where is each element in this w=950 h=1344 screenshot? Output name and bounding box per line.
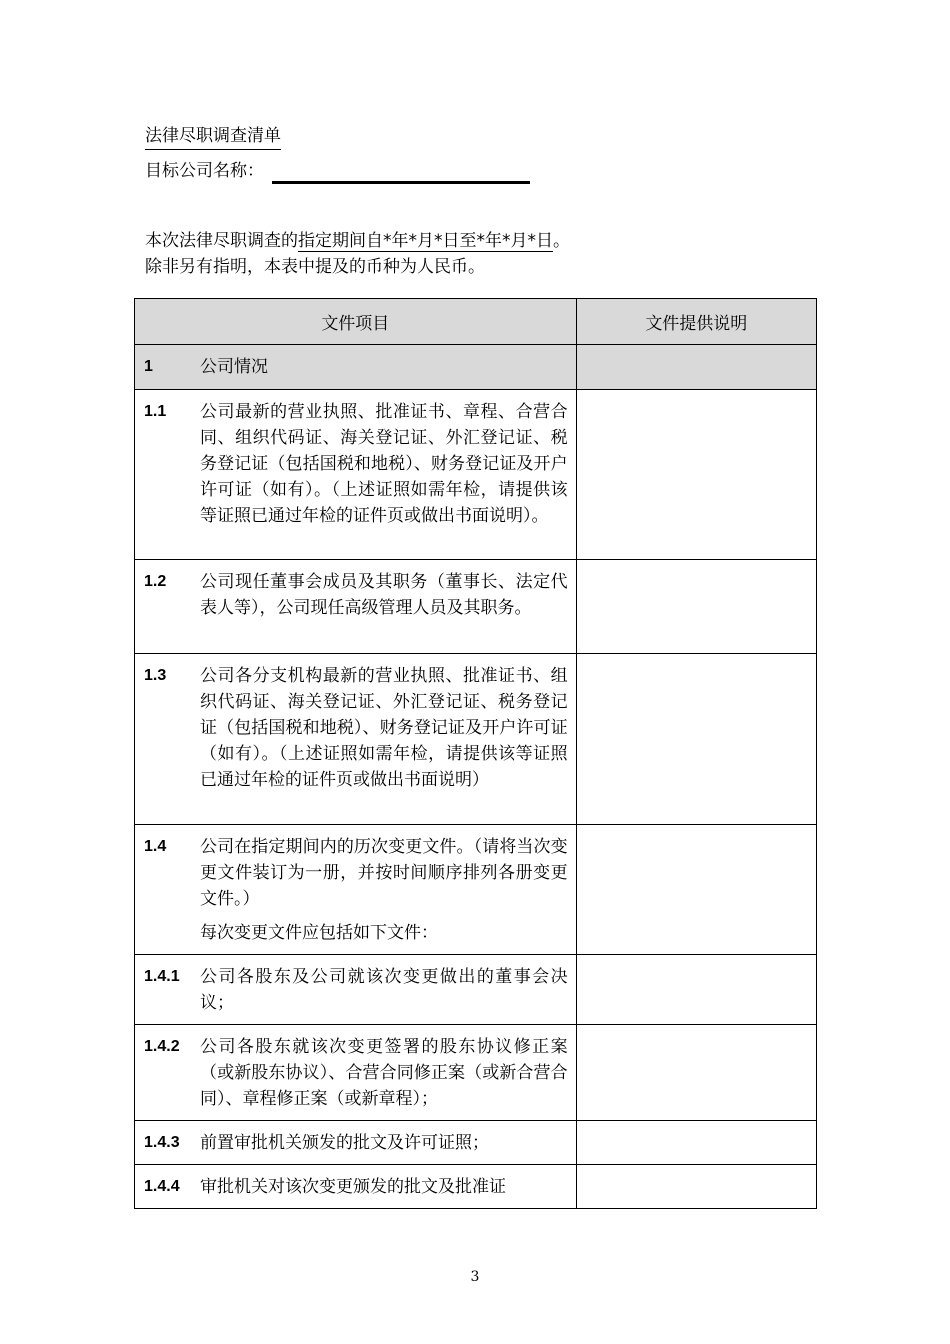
section-title: 公司情况	[200, 357, 268, 377]
item-text: 公司最新的营业执照、批准证书、章程、合营合同、组织代码证、海关登记证、外汇登记证、税务登记证（包括国税和地税）、财务登记证及开户许可证（如有）。（上述证照如需年检，请提供该等证照已通过年检的证件页或做出书面说明）。	[200, 402, 568, 526]
notes-cell	[576, 1025, 816, 1121]
item-text: 公司各股东及公司就该次变更做出的董事会决议；	[200, 967, 568, 1013]
section-row	[135, 345, 817, 390]
company-name-label: 目标公司名称：	[145, 161, 264, 181]
period-prefix: 本次法律尽职调查的	[145, 231, 298, 251]
notes-cell	[576, 825, 816, 955]
item-text: 公司各分支机构最新的营业执照、批准证书、组织代码证、海关登记证、外汇登记证、税务登记证（包括国税和地税）、财务登记证及开户许可证（如有）。（上述证照如需年检，请提供该等证照已通过年检的证件页或做出书面说明）	[200, 666, 568, 790]
page-number: 3	[470, 1269, 480, 1285]
notes-cell	[576, 654, 816, 825]
table-row	[135, 654, 817, 825]
notes-cell	[576, 1165, 816, 1209]
period-suffix: 。	[553, 231, 570, 251]
item-text: 公司各股东就该次变更签署的股东协议修正案（或新股东协议）、合营合同修正案（或新合营合同）、章程修正案（或新章程）；	[200, 1037, 568, 1109]
section-number: 1	[144, 358, 153, 375]
item-text: 公司在指定期间内的历次变更文件。（请将当次变更文件装订为一册，并按时间顺序排列各册变更文件。）	[200, 837, 568, 909]
notes-cell	[576, 560, 816, 654]
item-text: 前置审批机关颁发的批文及许可证照；	[200, 1133, 489, 1153]
item-number: 1.4.2	[144, 1038, 180, 1055]
item-number: 1.1	[144, 403, 167, 420]
period-statement	[145, 228, 570, 254]
item-number: 1.4	[144, 838, 167, 855]
table-row	[135, 1165, 817, 1209]
item-number: 1.4.4	[144, 1178, 180, 1195]
company-name-blank-line	[272, 161, 530, 184]
notes-cell	[576, 390, 816, 560]
header-file-items: 文件项目	[135, 299, 577, 345]
company-name-field	[145, 158, 530, 184]
item-subtext: 每次变更文件应包括如下文件：	[200, 923, 438, 943]
table-row	[135, 390, 817, 560]
due-diligence-table	[134, 298, 817, 1209]
header-file-notes: 文件提供说明	[576, 299, 816, 345]
document-title: 法律尽职调查清单	[145, 123, 281, 150]
notes-cell	[576, 1121, 816, 1165]
item-number: 1.4.1	[144, 968, 180, 985]
currency-note: 除非另有指明，本表中提及的币种为人民币。	[145, 257, 485, 277]
period-dates: 指定期间自*年*月*日至*年*月*日	[298, 231, 553, 251]
table-header-row	[135, 299, 817, 345]
section-notes-cell	[576, 345, 816, 390]
notes-cell	[576, 955, 816, 1025]
table-row	[135, 955, 817, 1025]
table-row	[135, 560, 817, 654]
item-number: 1.4.3	[144, 1134, 180, 1151]
item-text: 审批机关对该次变更颁发的批文及批准证	[200, 1177, 506, 1197]
item-text: 公司现任董事会成员及其职务（董事长、法定代表人等），公司现任高级管理人员及其职务。	[200, 572, 568, 618]
item-number: 1.2	[144, 573, 167, 590]
item-number: 1.3	[144, 667, 167, 684]
table-row	[135, 1121, 817, 1165]
table-row	[135, 1025, 817, 1121]
table-row	[135, 825, 817, 955]
